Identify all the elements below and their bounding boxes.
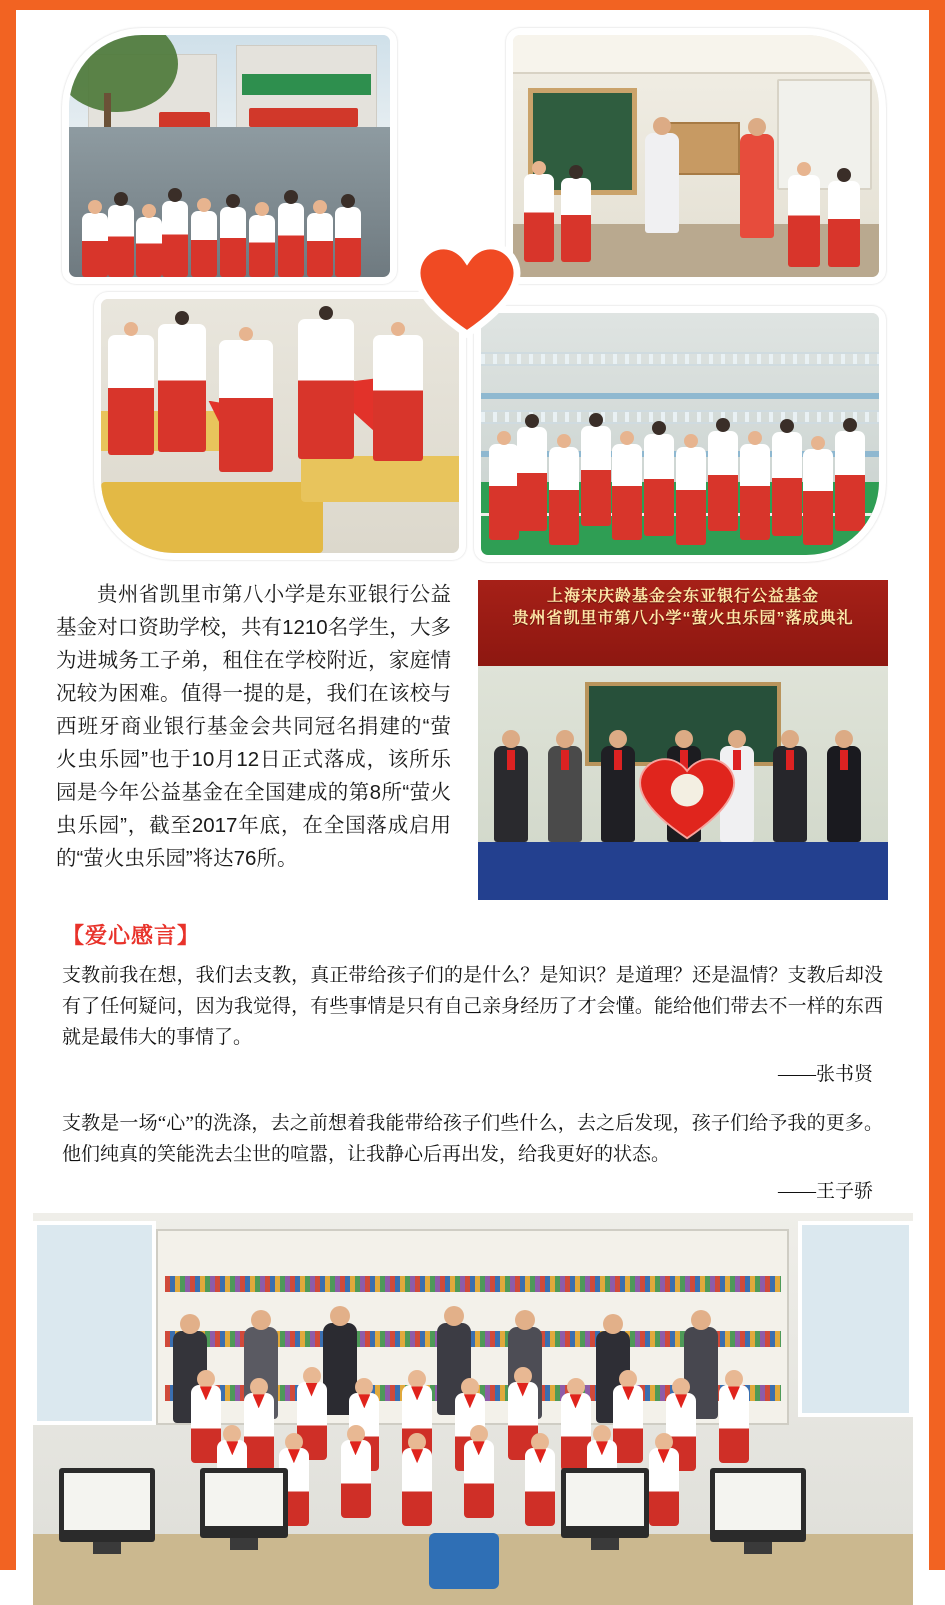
ceremony-photo [478,580,888,900]
collage-photo-playground-group [474,306,886,562]
ceremony-banner-line1: 上海宋庆龄基金会东亚银行公益基金 [546,588,819,605]
group-photo-computer-room [33,1213,913,1605]
quote-text-2: 支教是一场“心”的洗涤，去之前想着我能带给孩子们些什么，去之后发现，孩子们给予我的更多。他们纯真的笑能洗去尘世的喧嚣，让我静心后再出发，给我更好的状态。 [62,1113,883,1165]
ceremony-heart-prop [601,746,773,842]
intro-section [16,570,929,915]
heart-icon [408,232,526,340]
collage-photo-classroom-donation [506,28,886,284]
ceremony-banner-line2: 贵州省凯里市第八小学“萤火虫乐园”落成典礼 [512,610,854,627]
intro-paragraph: 贵州省凯里市第八小学是东亚银行公益基金对口资助学校，共有1210名学生，大多为进城务工子弟，租住在学校附近，家庭情况较为困难。值得一提的是，我们在该校与西班牙商业银行基金会共同冠名捐建的“萤火虫乐园”也于10月12日正式落成，该所乐园是今年公益基金在全国建成的第8所“萤火虫乐园”，截至2017年底，在全国落成启用的“萤火虫乐园”将达76所。 [56,583,451,870]
quote-signature-2: ——王子骄 [777,1181,873,1202]
photo-collage [16,10,929,570]
collage-photo-school-gate [62,28,397,284]
section-heading: 【爱心感言】 [62,923,201,948]
quote-signature-1: ——张书贤 [777,1064,873,1085]
page-content [16,10,929,1570]
quote-text-1: 支教前我在想，我们去支教，真正带给孩子们的是什么？是知识？是道理？还是温情？支教后却没有了任何疑问，因为我觉得，有些事情是只有自己亲身经历了才会懂。能给他们带去不一样的东西就是最伟大的事情了。 [62,965,883,1048]
